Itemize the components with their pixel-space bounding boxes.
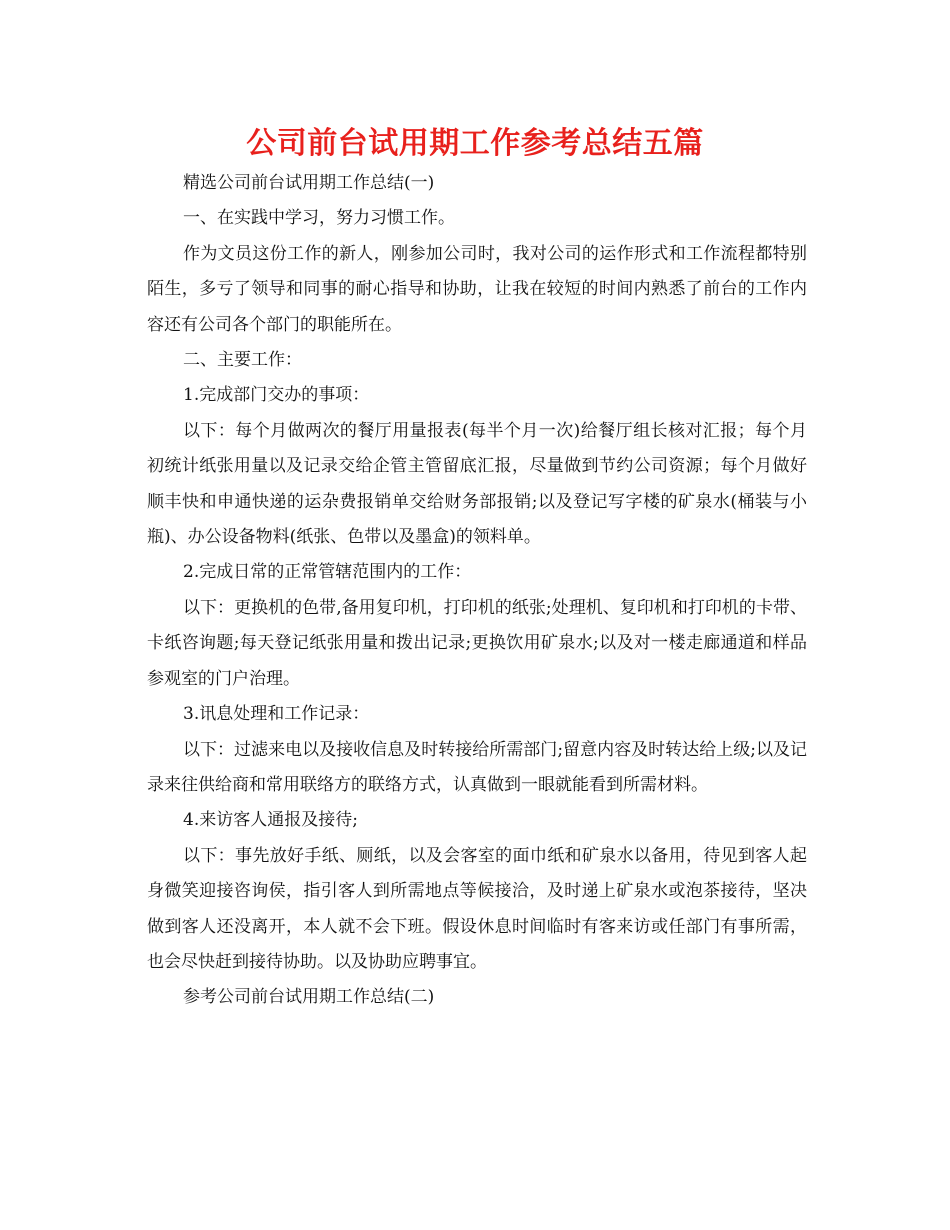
body-paragraph: 以下：过滤来电以及接收信息及时转接给所需部门;留意内容及时转达给上级;以及记录来往供给商和常用联络方的联络方式，认真做到一眼就能看到所需材料。: [147, 739, 807, 795]
list-item-heading: 4.来访客人通报及接待;: [183, 810, 358, 831]
list-item-heading: 2.完成日常的正常管辖范围内的工作：: [183, 562, 472, 583]
body-paragraph: 以下：每个月做两次的餐厅用量报表(每半个月一次)给餐厅组长核对汇报；每个月初统计纸张用量以及记录交给企管主管留底汇报，尽量做到节约公司资源；每个月做好顺丰快和申通快递的运杂费报销单交给财务部报销;以及登记写字楼的矿泉水(桶装与小瓶)、办公设备物料(纸张、色带以及墨盒)的领料单。: [147, 420, 807, 548]
subsection-heading: 二、主要工作：: [183, 350, 302, 371]
document-title: 公司前台试用期工作参考总结五篇: [246, 126, 704, 161]
document-body: [147, 166, 807, 1016]
body-paragraph: 以下：事先放好手纸、厕纸，以及会客室的面巾纸和矿泉水以备用，待见到客人起身微笑迎接咨询侯，指引客人到所需地点等候接洽，及时递上矿泉水或泡茶接待，坚决做到客人还没离开，本人就不会下班。假设休息时间临时有客来访或任部门有事所需，也会尽快赶到接待协助。以及协助应聘事宜。: [147, 845, 807, 972]
subsection-heading: 一、在实践中学习，努力习惯工作。: [183, 208, 455, 229]
list-item-heading: 1.完成部门交办的事项：: [183, 385, 370, 406]
list-item-heading: 3.讯息处理和工作记录：: [183, 704, 370, 725]
body-paragraph: 作为文员这份工作的新人，刚参加公司时，我对公司的运作形式和工作流程都特别陌生，多亏了领导和同事的耐心指导和协助，让我在较短的时间内熟悉了前台的工作内容还有公司各个部门的职能所在。: [147, 243, 807, 335]
section-heading: 精选公司前台试用期工作总结(一): [183, 173, 435, 193]
body-paragraph: 以下：更换机的色带,备用复印机，打印机的纸张;处理机、复印机和打印机的卡带、卡纸咨询题;每天登记纸张用量和拨出记录;更换饮用矿泉水;以及对一楼走廊通道和样品参观室的门户治理。: [147, 597, 807, 689]
section-heading: 参考公司前台试用期工作总结(二): [183, 987, 435, 1008]
